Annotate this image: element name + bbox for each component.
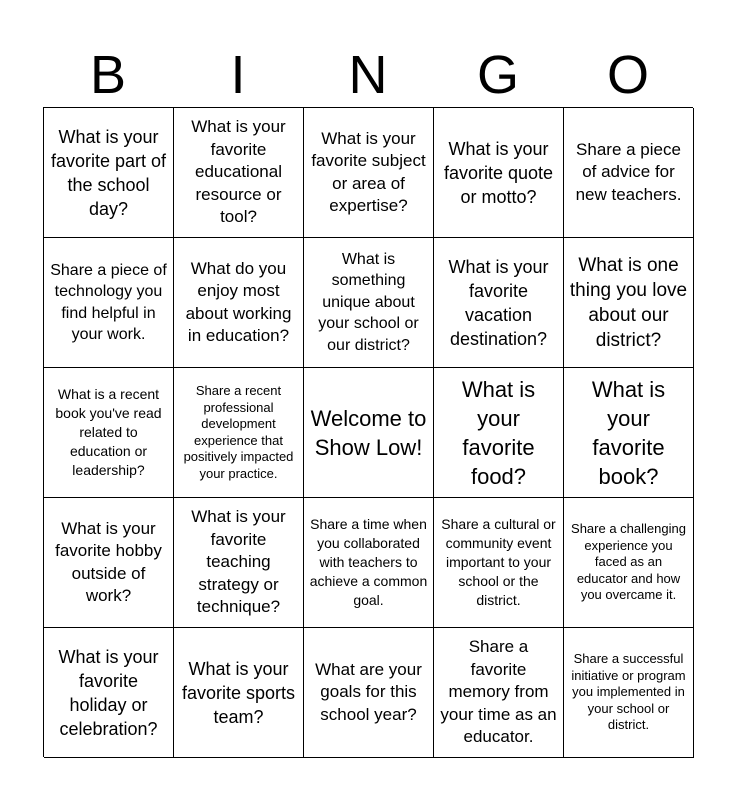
cell-text: Share a challenging experience you faced as an educator and how you overcame it. — [571, 521, 686, 603]
header-letter-i: I — [230, 45, 246, 105]
cell-text: Share a piece of technology you find helpful in your work. — [50, 261, 167, 343]
header-letter-b: B — [89, 45, 127, 105]
bingo-cell-r5-c5[interactable] — [564, 628, 694, 758]
header-letter-g: G — [476, 45, 519, 105]
cell-text: What is your favorite vacation destination? — [448, 256, 549, 349]
bingo-cell-r2-c1[interactable] — [44, 238, 174, 368]
cell-text: What are your goals for this school year? — [315, 659, 422, 724]
bingo-cell-r1-c5[interactable] — [564, 108, 694, 238]
bingo-cell-r4-c5[interactable] — [564, 498, 694, 628]
bingo-cell-r3-c4[interactable] — [434, 368, 564, 498]
cell-text: What is your favorite part of the school day? — [50, 126, 167, 219]
cell-text: What is a recent book you've read related to education or leadership? — [55, 386, 162, 478]
cell-text: What is your favorite educational resource or tool? — [191, 117, 286, 227]
bingo-cell-r5-c1[interactable] — [44, 628, 174, 758]
bingo-cell-r1-c1[interactable] — [44, 108, 174, 238]
bingo-cell-r4-c1[interactable] — [44, 498, 174, 628]
bingo-cell-r1-c4[interactable] — [434, 108, 564, 238]
bingo-cell-r4-c3[interactable] — [304, 498, 434, 628]
bingo-cell-r5-c2[interactable] — [174, 628, 304, 758]
cell-text: What is your favorite book? — [591, 376, 666, 489]
cell-text: What is one thing you love about our district? — [569, 254, 688, 351]
cell-text: What is your favorite sports team? — [181, 658, 296, 727]
cell-text: What is your favorite food? — [461, 376, 536, 489]
cell-text: Share a successful initiative or program you implemented in your school or district. — [571, 651, 686, 733]
bingo-cell-r1-c2[interactable] — [174, 108, 304, 238]
bingo-cell-r1-c3[interactable] — [304, 108, 434, 238]
bingo-cell-r2-c2[interactable] — [174, 238, 304, 368]
bingo-cell-r2-c3[interactable] — [304, 238, 434, 368]
cell-text: What is your favorite teaching strategy or technique? — [191, 507, 286, 617]
bingo-header — [43, 44, 693, 106]
cell-text: Share a favorite memory from your time as an educator. — [440, 637, 557, 747]
cell-text: Share a piece of advice for new teachers. — [575, 139, 682, 204]
bingo-cell-r2-c4[interactable] — [434, 238, 564, 368]
bingo-cell-r5-c3[interactable] — [304, 628, 434, 758]
bingo-cell-r2-c5[interactable] — [564, 238, 694, 368]
bingo-cell-r4-c4[interactable] — [434, 498, 564, 628]
cell-text: Welcome to Show Low! — [310, 405, 427, 460]
cell-text: What is your favorite quote or motto? — [443, 138, 554, 207]
bingo-cell-r5-c4[interactable] — [434, 628, 564, 758]
cell-text: Share a recent professional development experience that positively impacted your practice. — [183, 383, 294, 481]
cell-text: What is your favorite subject or area of expertise? — [311, 128, 426, 215]
cell-text: What do you enjoy most about working in education? — [185, 258, 292, 345]
bingo-cell-r3-c5[interactable] — [564, 368, 694, 498]
cell-text: What is your favorite holiday or celebration? — [58, 646, 159, 739]
header-letter-o: O — [606, 45, 649, 105]
bingo-cell-r3-c3-free[interactable] — [304, 368, 434, 498]
bingo-grid — [43, 107, 693, 757]
cell-text: What is something unique about your school or our district? — [318, 250, 419, 354]
header-letter-n: N — [348, 45, 388, 105]
bingo-cell-r4-c2[interactable] — [174, 498, 304, 628]
cell-text: Share a cultural or community event important to your school or the district. — [441, 516, 556, 608]
cell-text: Share a time when you collaborated with teachers to achieve a common goal. — [309, 516, 428, 608]
bingo-cell-r3-c2[interactable] — [174, 368, 304, 498]
cell-text: What is your favorite hobby outside of work? — [55, 518, 162, 605]
bingo-cell-r3-c1[interactable] — [44, 368, 174, 498]
